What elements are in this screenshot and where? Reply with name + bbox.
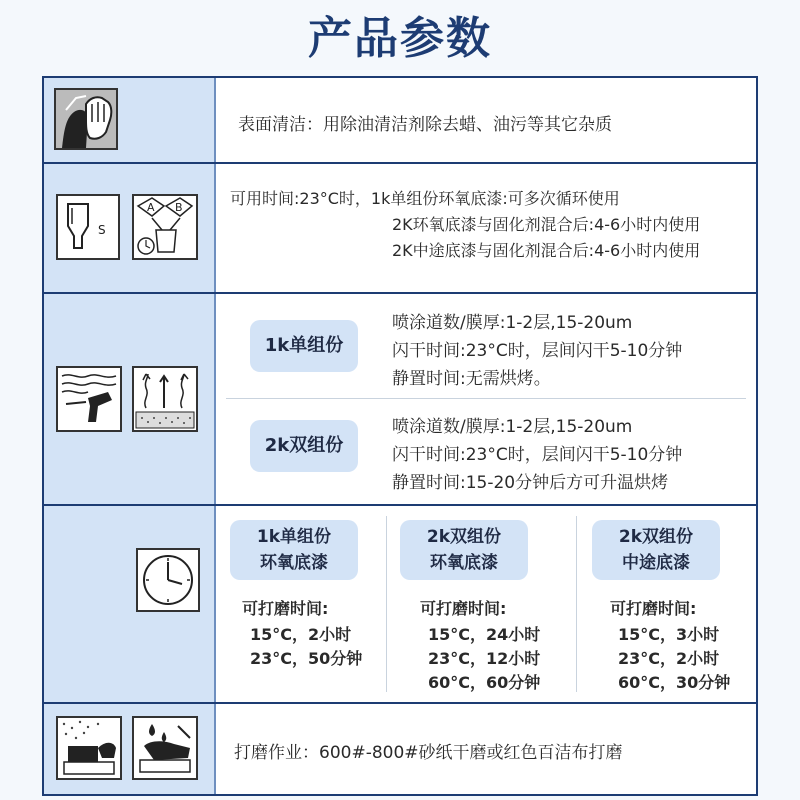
hand-wiping-icon [54, 88, 118, 150]
row-icon-cell [44, 78, 216, 162]
sanding-time-col3-line-3: 60°C，30分钟 [618, 673, 731, 692]
mixing-ab-icon [132, 194, 198, 260]
row-sanding-time [44, 506, 756, 704]
sanding-time-col2-line-3: 60°C，60分钟 [428, 673, 541, 692]
spray-gun-icon [56, 366, 122, 432]
sanding-time-col3-line-2: 23°C，2小时 [618, 649, 720, 668]
sanding-time-col1-badge [230, 520, 358, 580]
sanding-time-col2-line-2: 23°C，12小时 [428, 649, 541, 668]
sanding-time-col2-heading: 可打磨时间: [420, 599, 507, 618]
sanding-time-col1-line-1: 15°C，2小时 [250, 625, 352, 644]
row-content [216, 294, 756, 504]
dry-sanding-icon [56, 716, 122, 780]
sanding-time-col2-label-1: 2k双组份 [426, 527, 502, 547]
row-content [216, 704, 756, 794]
spray-2k-badge: 2k双组份 [250, 420, 358, 472]
spec-table [42, 76, 758, 796]
sanding-time-col2-badge [400, 520, 528, 580]
pot-life-line-2: 2K环氧底漆与固化剂混合后:4-6小时内使用 [392, 215, 701, 234]
svg-text:B: B [175, 201, 183, 214]
sanding-time-col1-label-2: 环氧底漆 [260, 553, 328, 573]
svg-text:A: A [147, 201, 155, 214]
spray-divider [226, 398, 746, 399]
spray-1k-line-2: 闪干时间:23°C时，层间闪干5-10分钟 [392, 341, 683, 361]
page-title: 产品参数 [308, 13, 492, 64]
spray-2k-line-1: 喷涂道数/膜厚:1-2层,15-20um [392, 417, 633, 437]
spray-1k-line-3: 静置时间:无需烘烤。 [392, 369, 551, 389]
sanding-time-col3-badge [592, 520, 720, 580]
spray-1k-line-1: 喷涂道数/膜厚:1-2层,15-20um [392, 313, 633, 333]
sanding-text: 打磨作业：600#-800#砂纸干磨或红色百洁布打磨 [234, 743, 623, 763]
pot-life-line-1: 可用时间:23°C时，1k单组份环氧底漆:可多次循环使用 [230, 189, 620, 208]
flash-off-heat-icon [132, 366, 198, 432]
sanding-time-col2-label-2: 环氧底漆 [430, 553, 498, 573]
sanding-time-col1-line-2: 23°C，50分钟 [250, 649, 363, 668]
spray-1k-badge: 1k单组份 [250, 320, 358, 372]
wet-sanding-icon [132, 716, 198, 780]
row-icon-cell [44, 164, 216, 292]
spray-cup-s-label: S [98, 223, 106, 237]
row-spray [44, 294, 756, 506]
row-icon-cell [44, 294, 216, 504]
sanding-time-col2-line-1: 15°C，24小时 [428, 625, 541, 644]
sanding-time-col3-label-1: 2k双组份 [618, 527, 694, 547]
spray-2k-line-3: 静置时间:15-20分钟后方可升温烘烤 [392, 473, 669, 493]
sanding-time-col3-heading: 可打磨时间: [610, 599, 697, 618]
row-icon-cell [44, 506, 216, 702]
sanding-time-col3-line-1: 15°C，3小时 [618, 625, 720, 644]
spray-cup-icon [56, 194, 120, 260]
row-content [216, 506, 756, 702]
surface-cleaning-text: 表面清洁：用除油清洁剂除去蜡、油污等其它杂质 [238, 115, 612, 135]
row-sanding [44, 704, 756, 794]
sanding-time-col1-heading: 可打磨时间: [242, 599, 329, 618]
pot-life-line-3: 2K中途底漆与固化剂混合后:4-6小时内使用 [392, 241, 701, 260]
sanding-time-col1-label-1: 1k单组份 [256, 527, 332, 547]
sanding-time-col3-label-2: 中途底漆 [622, 553, 690, 573]
clock-icon [136, 548, 200, 612]
spray-2k-line-2: 闪干时间:23°C时，层间闪干5-10分钟 [392, 445, 683, 465]
row-content [216, 164, 756, 292]
row-icon-cell [44, 704, 216, 794]
sanding-time-divider-1 [386, 516, 387, 692]
row-content [216, 78, 756, 162]
sanding-time-divider-2 [576, 516, 577, 692]
row-pot-life [44, 164, 756, 294]
row-surface-cleaning [44, 78, 756, 164]
